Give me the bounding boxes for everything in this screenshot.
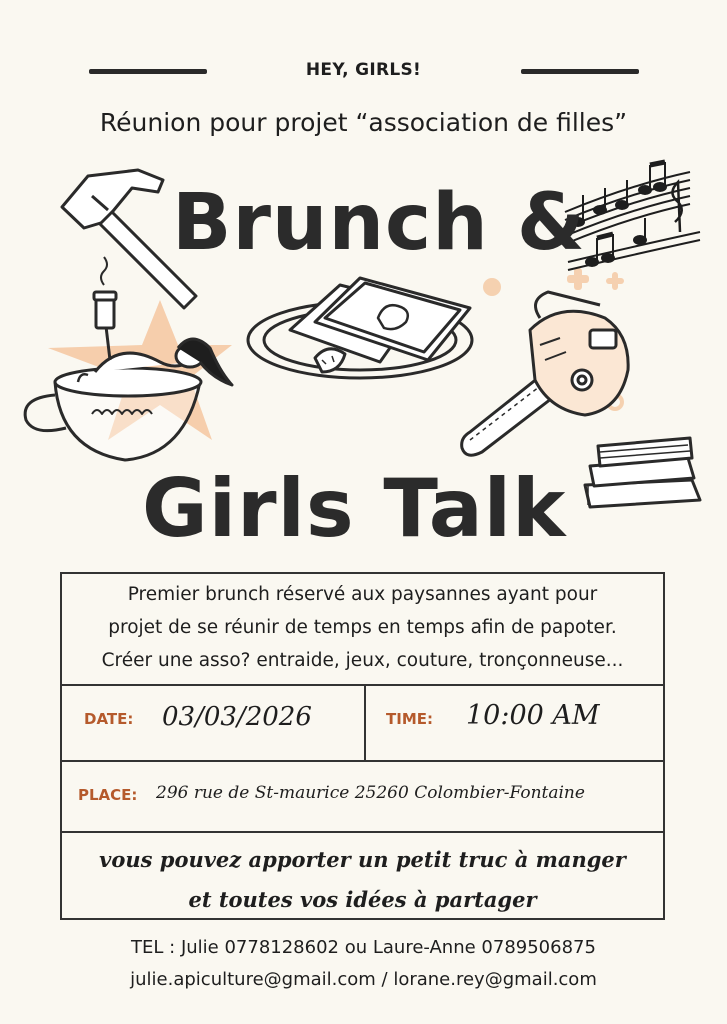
note-line: vous pouvez apporter un petit truc à manger bbox=[99, 847, 626, 872]
intro-line: projet de se réunir de temps en temps afin de papoter. bbox=[108, 617, 617, 638]
date-label: DATE: bbox=[84, 710, 134, 728]
time-value: 10:00 AM bbox=[466, 700, 600, 731]
books-stack-icon bbox=[585, 438, 700, 507]
divider bbox=[62, 831, 663, 833]
title-line-2: Girls Talk bbox=[142, 462, 567, 555]
header-kicker: HEY, GIRLS! bbox=[305, 60, 422, 80]
details-box bbox=[60, 572, 665, 920]
note-line: et toutes vos idées à partager bbox=[188, 887, 537, 912]
title-line-1: Brunch & bbox=[172, 178, 586, 268]
date-value: 03/03/2026 bbox=[162, 702, 312, 732]
divider bbox=[62, 760, 663, 762]
header-subtitle: Réunion pour projet “association de filles” bbox=[99, 108, 628, 137]
contact-phone: TEL : Julie 0778128602 ou Laure-Anne 0789506875 bbox=[131, 937, 596, 958]
time-label: TIME: bbox=[386, 710, 433, 728]
divider bbox=[62, 684, 663, 686]
intro-line: Créer une asso? entraide, jeux, couture, tronçonneuse... bbox=[101, 650, 624, 671]
intro-text bbox=[62, 578, 663, 677]
intro-line: Premier brunch réservé aux paysannes ayant pour bbox=[127, 584, 598, 605]
chainsaw-icon bbox=[462, 292, 628, 455]
divider-vertical bbox=[364, 686, 366, 761]
place-label: PLACE: bbox=[78, 786, 138, 804]
toast-plate-icon bbox=[248, 278, 472, 378]
contact-email: julie.apiculture@gmail.com / lorane.rey@gmail.com bbox=[130, 969, 597, 990]
place-value: 296 rue de St-maurice 25260 Colombier-Fontaine bbox=[156, 783, 585, 803]
